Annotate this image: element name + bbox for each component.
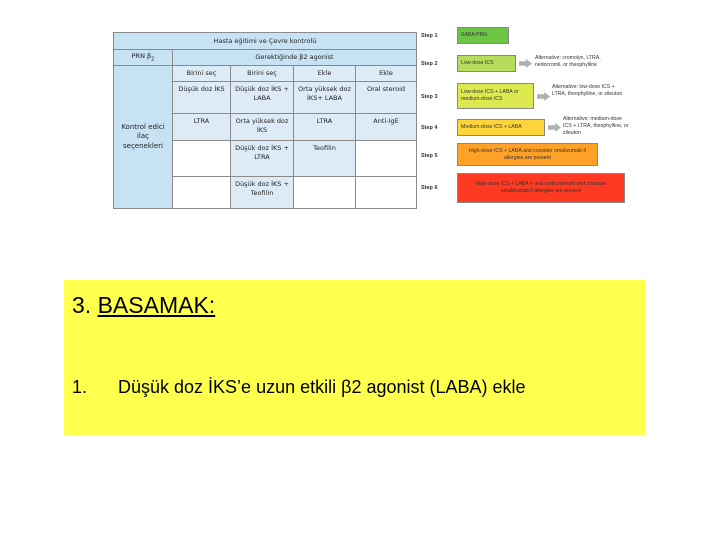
step-label: Step 5: [421, 153, 438, 159]
step-2-box: Low-dose ICS: [457, 55, 516, 72]
table-cell: Birini seç: [231, 66, 294, 82]
step-3-box: Low-dose ICS + LABA or medium-dose ICS: [457, 83, 534, 109]
table-cell: Düşük doz İKS + LABA: [231, 82, 294, 114]
table-cell: LTRA: [173, 114, 231, 141]
treatment-table: [113, 32, 417, 209]
table-cell: Düşük doz İKS: [173, 82, 231, 114]
table-cell: Düşük doz İKS + LTRA: [231, 141, 294, 177]
step-label: Step 6: [421, 185, 438, 191]
table-cell: Orta yüksek doz İKS+ LABA: [294, 82, 356, 114]
step-4-alternative: Alternative: medium-dose ICS + LTRA, theophylline, or zileuton: [563, 116, 629, 136]
step-item-text: Düşük doz İKS’e uzun etkili β2 agonist (LABA) ekle: [118, 377, 526, 397]
table-cell: Ekle: [356, 66, 417, 82]
table-title: Hasta eğitimi ve Çevre kontrolü: [114, 33, 417, 50]
table-cell: Orta yüksek doz İKS: [231, 114, 294, 141]
asthma-steps-figure: [415, 22, 630, 204]
step-1-box: SABA PRN: [457, 27, 509, 44]
table-cell: Ekle: [294, 66, 356, 82]
step-item: [72, 377, 526, 398]
step-label: Step 2: [421, 61, 438, 67]
table-cell: [173, 141, 231, 177]
table-cell: Düşük doz İKS + Teofilin: [231, 177, 294, 209]
table-cell: Birini seç: [173, 66, 231, 82]
controller-options-label: Kontrol edici ilaç seçenekleri: [114, 66, 173, 209]
table-cell: [173, 177, 231, 209]
arrow-icon: [548, 123, 561, 132]
step-title-number: 3.: [72, 292, 92, 318]
prn-cell: PRN $\beta_2$: [114, 50, 173, 66]
table-cell: [356, 141, 417, 177]
step-title-text: BASAMAK:: [97, 292, 216, 318]
table-cell: LTRA: [294, 114, 356, 141]
table-cell: [356, 177, 417, 209]
table-cell: Oral steroid: [356, 82, 417, 114]
step-item-number: 1.: [72, 377, 88, 397]
table-cell: Teofilin: [294, 141, 356, 177]
step-6-box: High-dose ICS + LABA + oral corticosteroid and consider omalizumab if allergies are present: [457, 173, 625, 203]
step-2-alternative: Alternative: cromolyn, LTRA, nedocromil, or theophylline: [535, 55, 601, 68]
table-cell: [294, 177, 356, 209]
step-label: Step 4: [421, 125, 438, 131]
table-cell: Anti-IgE: [356, 114, 417, 141]
arrow-icon: [519, 59, 532, 68]
step-5-box: High-dose ICS + LABA and consider omalizumab if allergies are present: [457, 143, 598, 166]
step-3-alternative: Alternative: low-dose ICS + LTRA, theophylline, or zileuton: [552, 84, 623, 97]
step-label: Step 3: [421, 94, 438, 100]
step-note-box: [64, 280, 645, 435]
step-4-box: Medium-dose ICS + LABA: [457, 119, 545, 136]
arrow-icon: [537, 92, 550, 101]
step-title: [72, 292, 215, 319]
step-label: Step 1: [421, 33, 438, 39]
prn-header: Gerektiğinde β2 agonist: [173, 50, 417, 66]
